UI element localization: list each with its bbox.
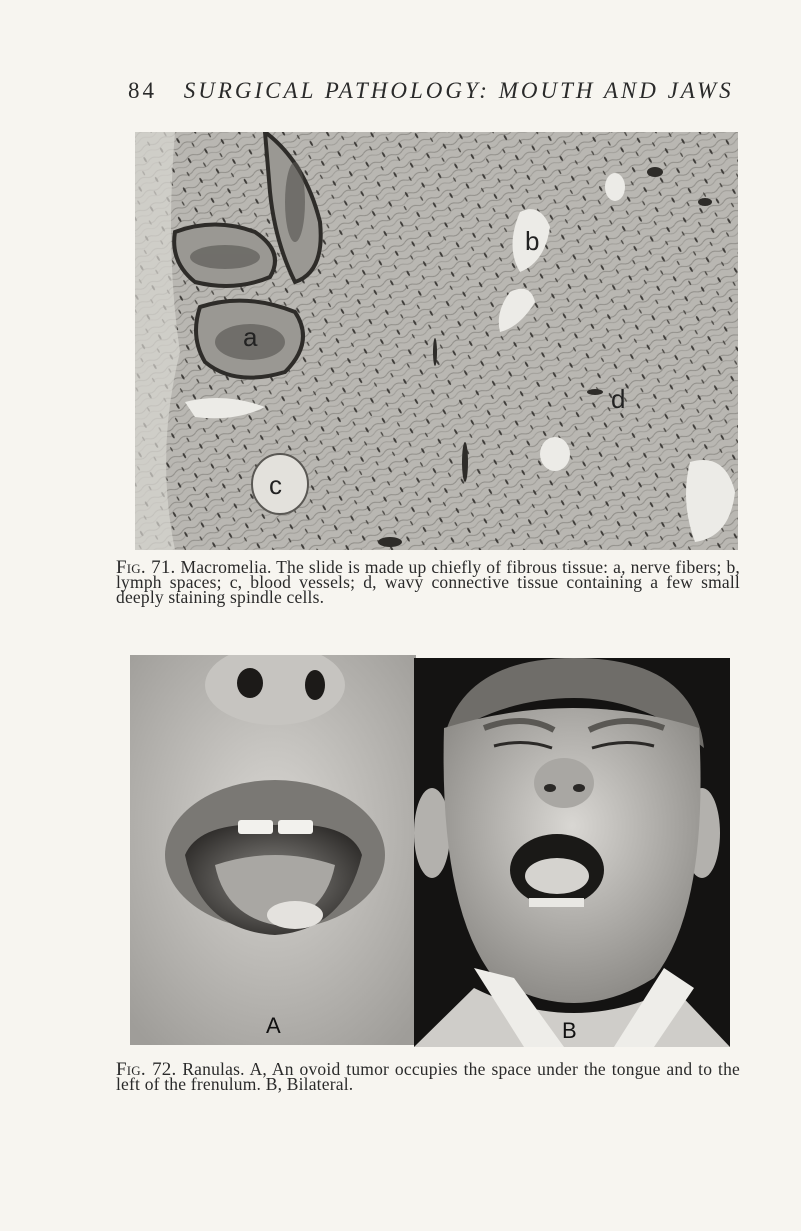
photo-b-image [414,658,730,1047]
caption-figure-71-text: Macromelia. The slide is made up chiefly of fibrous tissue: a, nerve fibers; b, lymph spaces; c, blood vessels; d, wavy connective tissue containing a few small deeply staining spindle cells. [116,557,740,607]
caption-figure-71-prefix: Fig. 71. [116,557,176,578]
micrograph-label-a: a [243,322,258,352]
micrograph-label-b: b [525,226,540,256]
photo-a-image [130,655,416,1045]
caption-figure-72-prefix: Fig. 72. [116,1059,177,1080]
photo-figure-72-a [130,655,416,1045]
panel-b-label: B [562,1018,577,1043]
micrograph-label-d: d [611,384,626,414]
running-header [128,78,748,104]
micrograph-image [135,132,738,550]
caption-figure-71 [116,557,740,607]
micrograph-label-c: c [269,470,282,500]
caption-figure-72 [116,1059,741,1094]
page-number: 84 [128,78,157,103]
panel-a-label: A [266,1013,281,1038]
running-title: SURGICAL PATHOLOGY: MOUTH AND JAWS [183,78,734,103]
photo-figure-72-b [414,658,730,1047]
micrograph-figure-71 [135,132,738,550]
caption-figure-72-text: Ranulas. A, An ovoid tumor occupies the space under the tongue and to the left of the frenulum. B, Bilateral. [116,1059,741,1094]
